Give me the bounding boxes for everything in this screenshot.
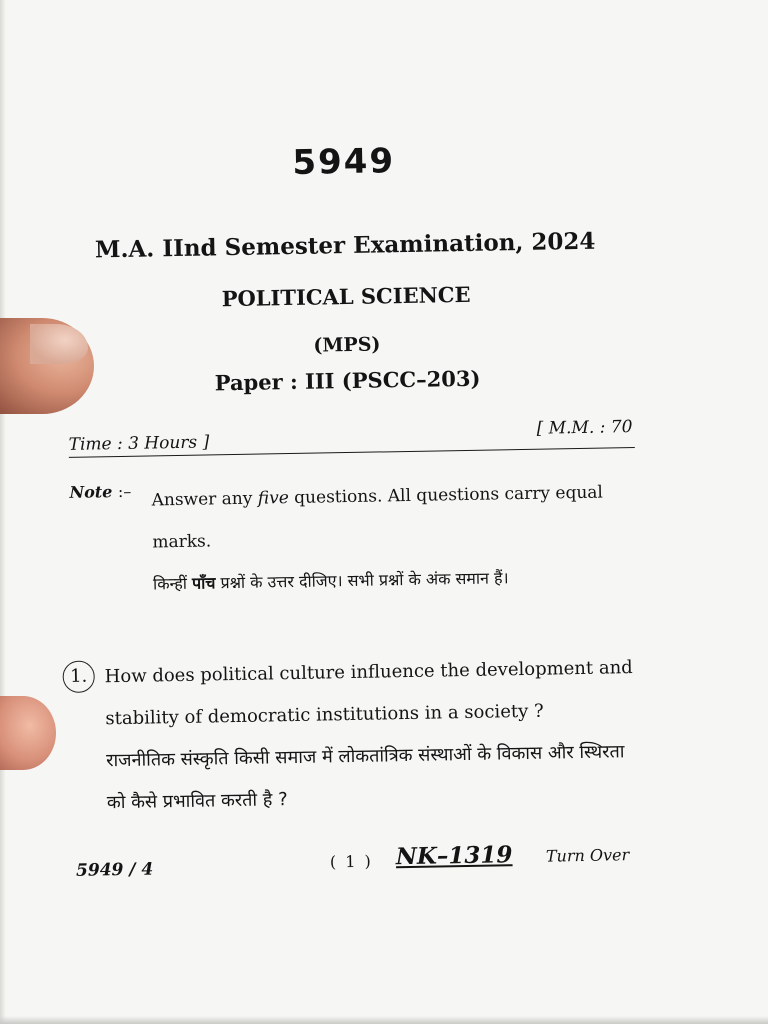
note-hi-after: प्रश्नों के उत्तर दीजिए। सभी प्रश्नों के अंक समान हैं।	[215, 568, 509, 593]
note-english	[151, 471, 638, 563]
footer-page-number: ( 1 )	[329, 851, 373, 872]
note-text	[151, 471, 639, 605]
question-english: How does political culture influence the development and stability of democratic institutions in a society ?	[104, 657, 633, 730]
course-code: (MPS)	[313, 333, 381, 357]
question-1	[62, 647, 643, 825]
paper-bottom-shadow	[0, 1016, 768, 1024]
note-en-after: questions. All questions carry equal marks.	[152, 482, 604, 553]
note-hindi	[153, 555, 640, 605]
footer-paper-ref: 5949 / 4	[75, 859, 154, 881]
note-hi-before: किन्हीं	[152, 573, 193, 594]
paper-number: Paper : III (PSCC–203)	[214, 365, 481, 396]
subject-title: POLITICAL SCIENCE	[221, 281, 471, 312]
question-hindi: राजनीतिक संस्कृति किसी समाज में लोकतांत्रिक संस्थाओं के विकास और स्थिरता को कैसे प्रभावित करती है ?	[105, 741, 625, 814]
note-label-text: Note	[69, 482, 113, 502]
note-hi-bold: पाँच	[191, 573, 216, 593]
paper-edge-shadow	[0, 0, 6, 1024]
time-allowed: Time : 3 Hours ]	[68, 432, 210, 455]
note-separator: :–	[117, 481, 132, 502]
paper-code: 5949	[292, 141, 396, 183]
finger-bottom	[0, 696, 56, 770]
footer-turn-over: Turn Over	[545, 845, 630, 866]
note-en-emphasis: five	[257, 488, 289, 509]
max-marks: [ M.M. : 70	[536, 417, 633, 439]
question-number: 1.	[62, 660, 95, 693]
note-en-before: Answer any	[151, 488, 258, 511]
note-label	[69, 482, 131, 502]
footer-code: NK–1319	[395, 841, 513, 871]
exam-title: M.A. IInd Semester Examination, 2024	[94, 227, 596, 264]
exam-paper	[53, 135, 646, 905]
